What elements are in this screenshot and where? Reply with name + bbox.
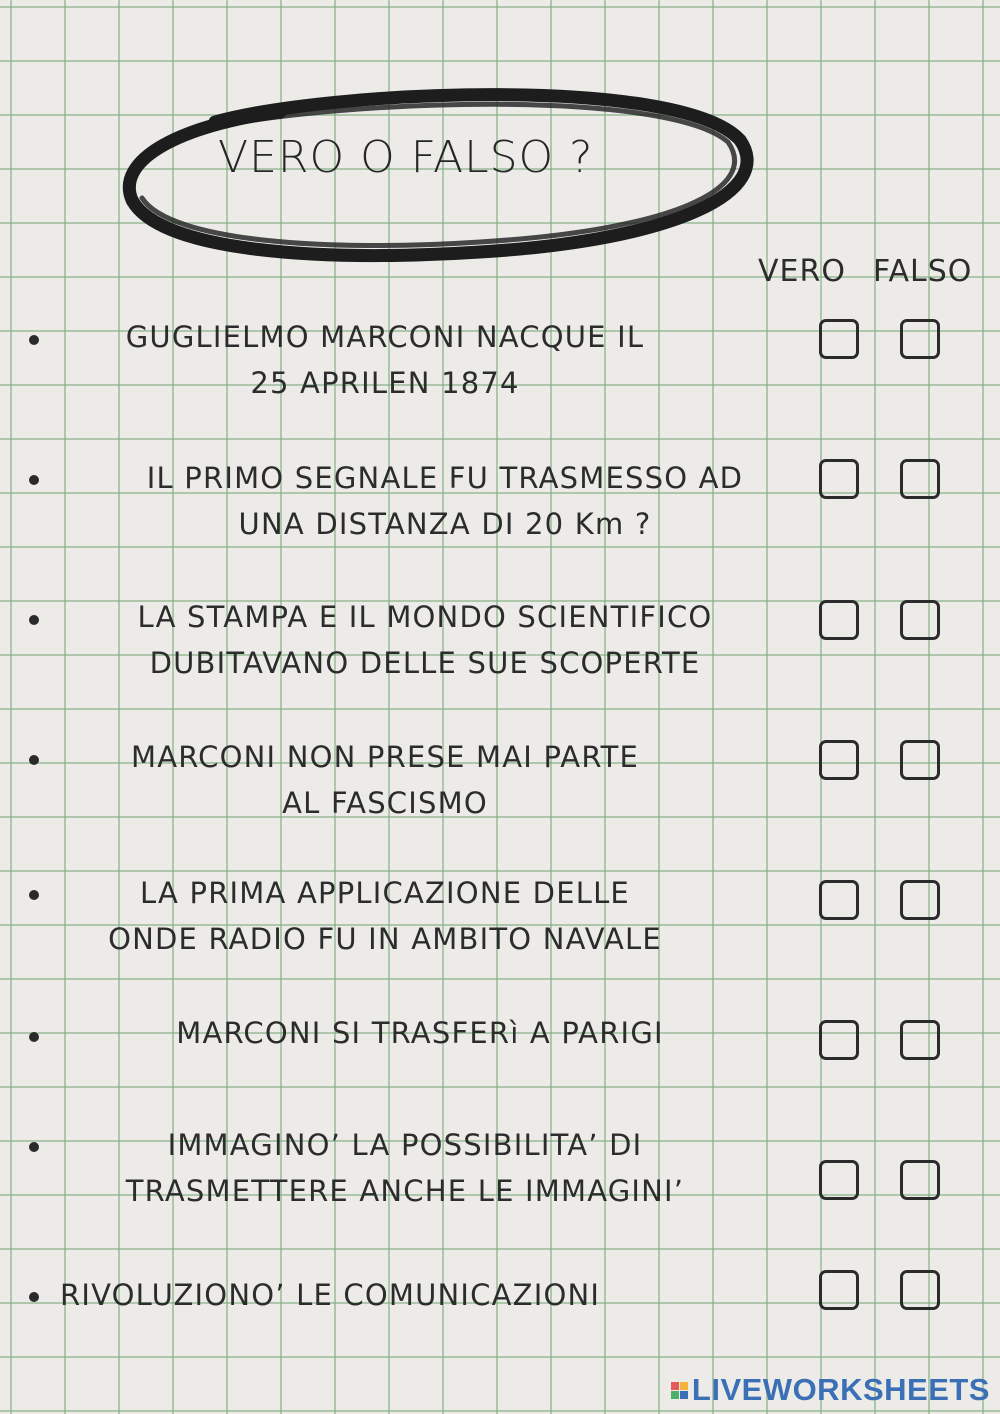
- question-2-falso-checkbox[interactable]: [900, 459, 940, 499]
- question-8-vero-checkbox[interactable]: [819, 1270, 859, 1310]
- bullet-icon: [29, 1032, 39, 1042]
- question-3-line2: DUBITAVANO DELLE SUE SCOPERTE: [149, 646, 701, 680]
- bullet-icon: [29, 1142, 39, 1152]
- bullet-icon: [29, 335, 39, 345]
- liveworksheets-logo-icon: [671, 1382, 688, 1399]
- liveworksheets-logo-text: LIVEWORKSHEETS: [691, 1372, 990, 1407]
- question-2-vero-checkbox[interactable]: [819, 459, 859, 499]
- question-6: [60, 1010, 780, 1056]
- question-5-vero-checkbox[interactable]: [819, 880, 859, 920]
- question-5-falso-checkbox[interactable]: [900, 880, 940, 920]
- question-4: [40, 734, 730, 826]
- question-5-line1: LA PRIMA APPLICAZIONE DELLE: [140, 876, 630, 910]
- question-3: [75, 594, 775, 686]
- question-4-line2: AL FASCISMO: [282, 786, 488, 820]
- question-7: [60, 1122, 750, 1214]
- question-1-line1: GUGLIELMO MARCONI NACQUE IL: [125, 320, 645, 354]
- question-7-falso-checkbox[interactable]: [900, 1160, 940, 1200]
- question-3-vero-checkbox[interactable]: [819, 600, 859, 640]
- bullet-icon: [29, 755, 39, 765]
- question-6-falso-checkbox[interactable]: [900, 1020, 940, 1060]
- liveworksheets-logo: [671, 1372, 990, 1408]
- question-6-line1: MARCONI SI TRASFERì A PARIGI: [176, 1016, 664, 1050]
- question-7-line2: TRASMETTERE ANCHE LE IMMAGINI’: [125, 1174, 685, 1208]
- vero-column-header: VERO: [758, 254, 846, 289]
- bullet-icon: [29, 890, 39, 900]
- page-title: VERO O FALSO ?: [218, 132, 594, 183]
- question-1-falso-checkbox[interactable]: [900, 319, 940, 359]
- question-5-line2: ONDE RADIO FU IN AMBITO NAVALE: [108, 922, 662, 956]
- question-8-line1: RIVOLUZIONO’ LE COMUNICAZIONI: [60, 1278, 601, 1312]
- question-4-line1: MARCONI NON PRESE MAI PARTE: [130, 740, 640, 774]
- question-7-line1: IMMAGINO’ LA POSSIBILITA’ DI: [167, 1128, 643, 1162]
- question-2: [85, 455, 805, 547]
- question-1-line2: 25 APRILEN 1874: [250, 366, 520, 400]
- bullet-icon: [29, 1292, 39, 1302]
- question-3-falso-checkbox[interactable]: [900, 600, 940, 640]
- question-4-falso-checkbox[interactable]: [900, 740, 940, 780]
- question-5: [40, 870, 730, 962]
- question-7-vero-checkbox[interactable]: [819, 1160, 859, 1200]
- question-3-line1: LA STAMPA E IL MONDO SCIENTIFICO: [137, 600, 713, 634]
- bullet-icon: [29, 615, 39, 625]
- question-6-vero-checkbox[interactable]: [819, 1020, 859, 1060]
- question-1-vero-checkbox[interactable]: [819, 319, 859, 359]
- question-8: [50, 1272, 680, 1318]
- question-4-vero-checkbox[interactable]: [819, 740, 859, 780]
- falso-column-header: FALSO: [873, 254, 973, 289]
- question-1: [40, 314, 730, 406]
- bullet-icon: [29, 475, 39, 485]
- question-2-line1: IL PRIMO SEGNALE FU TRASMESSO AD: [146, 461, 744, 495]
- question-8-falso-checkbox[interactable]: [900, 1270, 940, 1310]
- question-2-line2: UNA DISTANZA DI 20 Km ?: [238, 507, 652, 541]
